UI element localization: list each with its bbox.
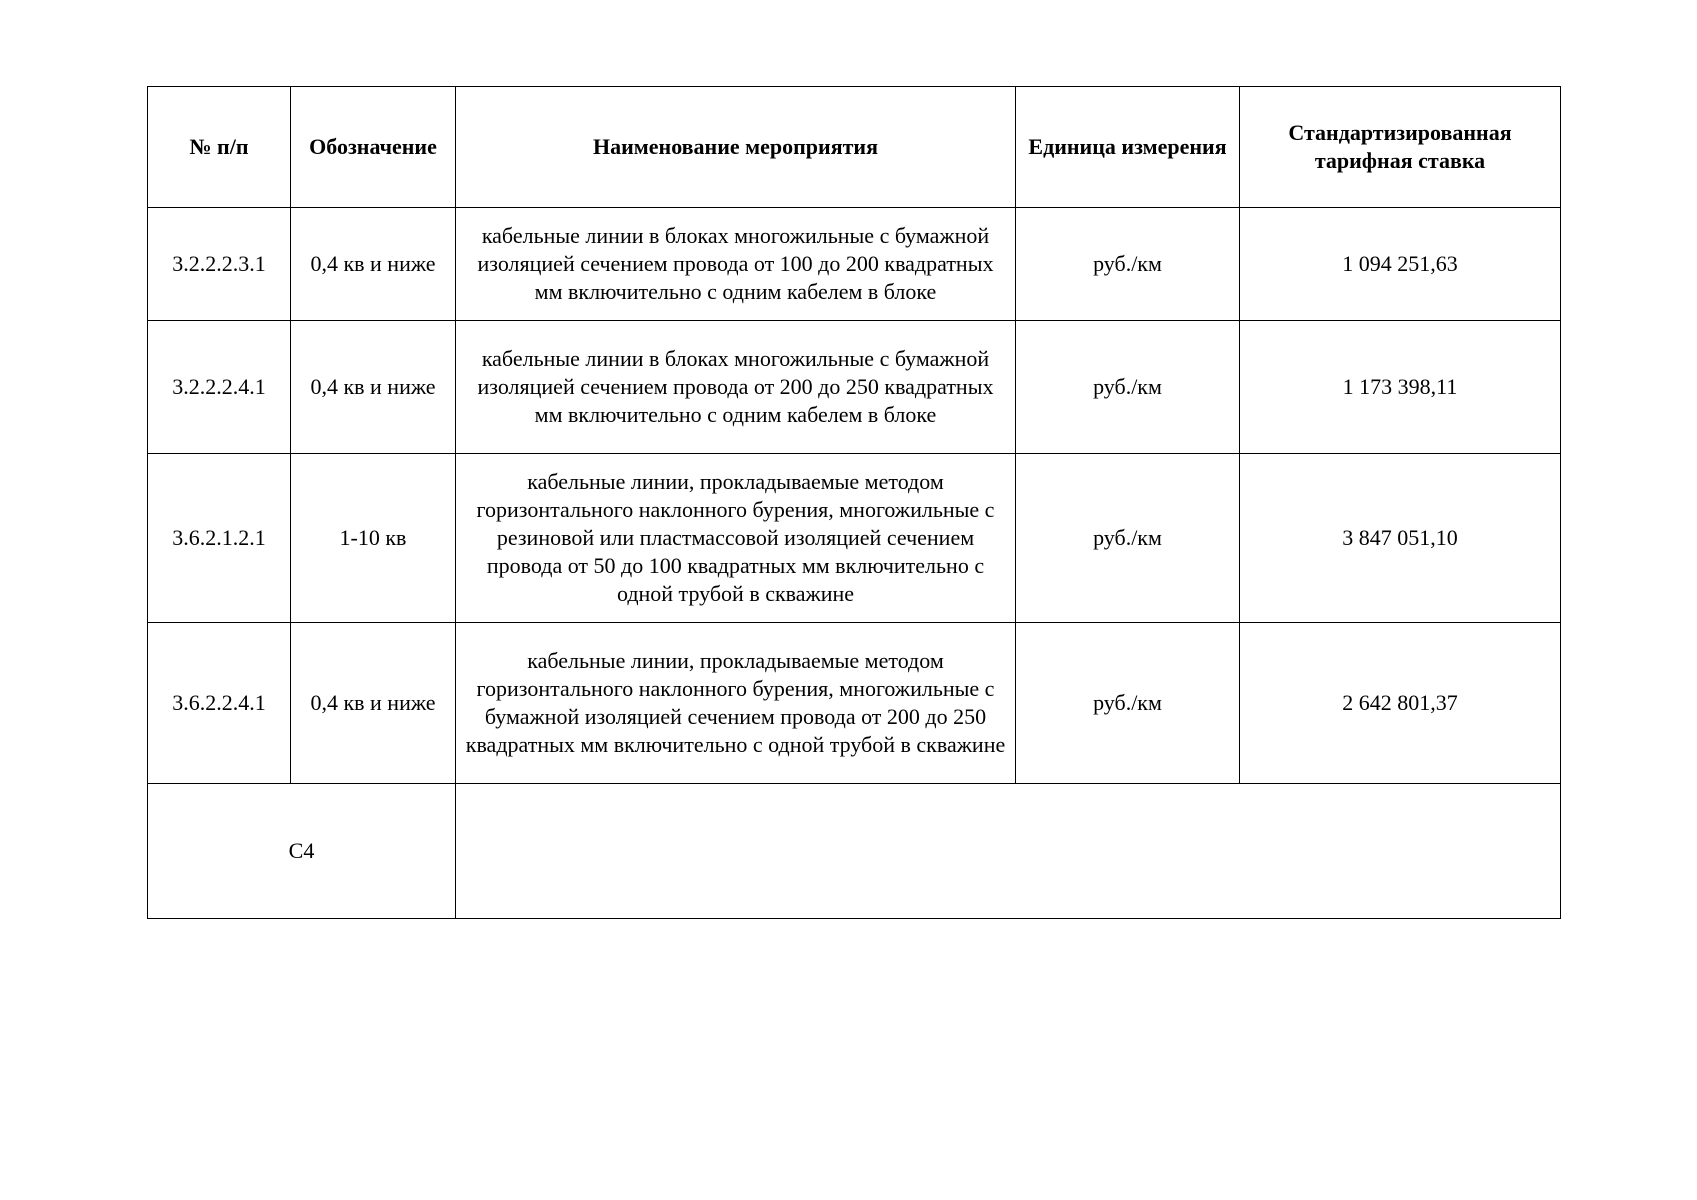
table-row bbox=[148, 321, 1561, 454]
cell-name: кабельные линии, прокладываемые методом горизонтального наклонного бурения, многожильные с резиновой или пластмассовой изоляцией сечением провода от 50 до 100 квадратных мм включительно с одной трубой в скважине bbox=[456, 454, 1016, 623]
header-num: № п/п bbox=[148, 87, 291, 208]
footer-value bbox=[456, 784, 1561, 919]
cell-num: 3.6.2.1.2.1 bbox=[148, 454, 291, 623]
header-code: Обозначение bbox=[291, 87, 456, 208]
cell-num: 3.2.2.2.3.1 bbox=[148, 208, 291, 321]
cell-num: 3.2.2.2.4.1 bbox=[148, 321, 291, 454]
cell-rate: 1 094 251,63 bbox=[1240, 208, 1561, 321]
cell-unit: руб./км bbox=[1016, 623, 1240, 784]
cell-name: кабельные линии в блоках многожильные с бумажной изоляцией сечением провода от 200 до 250 квадратных мм включительно с одним кабелем в блоке bbox=[456, 321, 1016, 454]
table-row bbox=[148, 623, 1561, 784]
cell-code: 0,4 кв и ниже bbox=[291, 623, 456, 784]
cell-code: 0,4 кв и ниже bbox=[291, 321, 456, 454]
cell-code: 0,4 кв и ниже bbox=[291, 208, 456, 321]
cell-code: 1-10 кв bbox=[291, 454, 456, 623]
cell-name: кабельные линии в блоках многожильные с бумажной изоляцией сечением провода от 100 до 200 квадратных мм включительно с одним кабелем в блоке bbox=[456, 208, 1016, 321]
cell-num: 3.6.2.2.4.1 bbox=[148, 623, 291, 784]
cell-unit: руб./км bbox=[1016, 454, 1240, 623]
cell-unit: руб./км bbox=[1016, 208, 1240, 321]
footer-label: С4 bbox=[148, 784, 456, 919]
header-name: Наименование мероприятия bbox=[456, 87, 1016, 208]
tariff-table bbox=[147, 86, 1561, 919]
table-header-row bbox=[148, 87, 1561, 208]
table-footer-row bbox=[148, 784, 1561, 919]
header-rate: Стандартизированная тарифная ставка bbox=[1240, 87, 1561, 208]
table-row bbox=[148, 208, 1561, 321]
cell-rate: 2 642 801,37 bbox=[1240, 623, 1561, 784]
cell-name: кабельные линии, прокладываемые методом горизонтального наклонного бурения, многожильные с бумажной изоляцией сечением провода от 200 до 250 квадратных мм включительно с одной трубой в скважине bbox=[456, 623, 1016, 784]
cell-rate: 1 173 398,11 bbox=[1240, 321, 1561, 454]
cell-rate: 3 847 051,10 bbox=[1240, 454, 1561, 623]
table-row bbox=[148, 454, 1561, 623]
cell-unit: руб./км bbox=[1016, 321, 1240, 454]
header-unit: Единица измерения bbox=[1016, 87, 1240, 208]
